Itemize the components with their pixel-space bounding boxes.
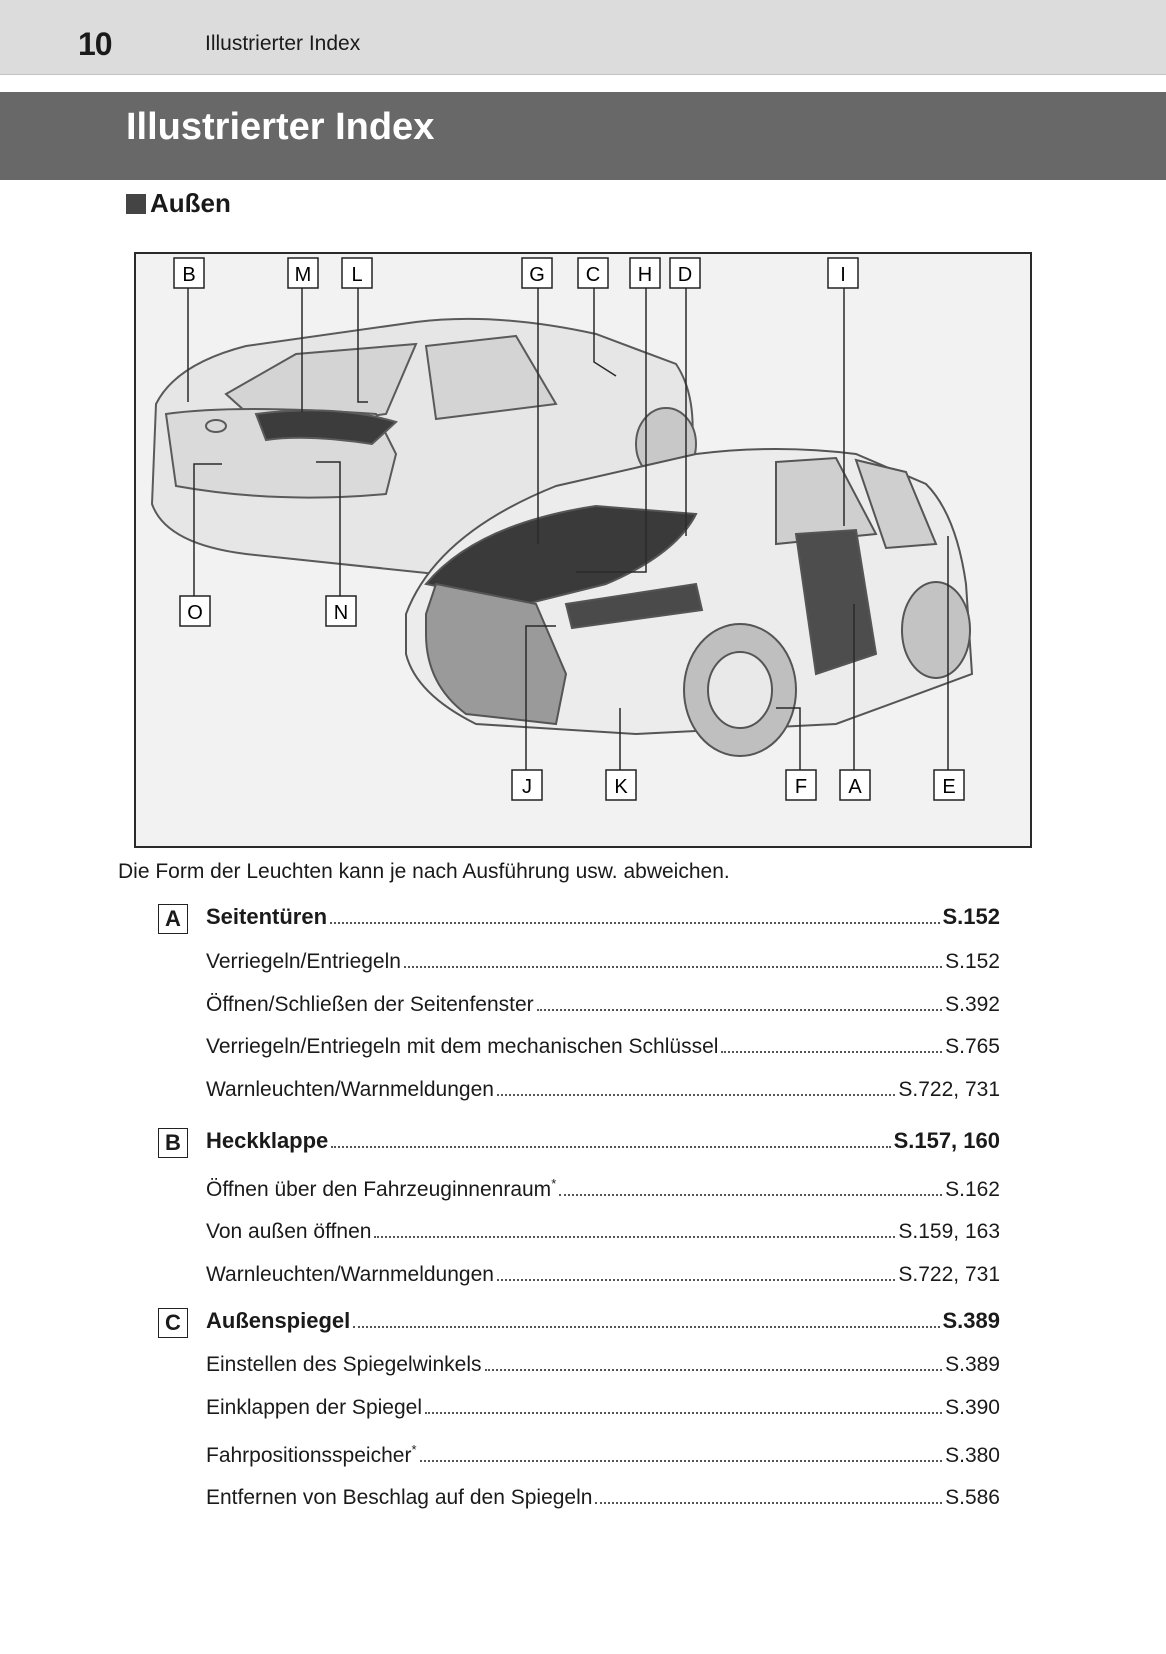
entry-label: Einklappen der Spiegel: [206, 1396, 422, 1419]
callout-J: [512, 770, 542, 800]
entry-label: Heckklappe: [206, 1128, 329, 1153]
section-title: Außen: [150, 188, 231, 218]
entry-label: Warnleuchten/Warnmeldungen: [206, 1263, 494, 1286]
index-entry[interactable]: [206, 1257, 1000, 1287]
callout-label: O: [187, 602, 203, 624]
page-reference[interactable]: S.152: [945, 950, 1000, 973]
entry-label: Fahrpositionsspeicher: [206, 1444, 412, 1467]
callout-label: C: [585, 264, 601, 286]
callout-B: [174, 258, 204, 288]
callout-F: [786, 770, 816, 800]
entry-label: Einstellen des Spiegelwinkels: [206, 1353, 482, 1376]
vehicle-illustration: [134, 252, 1032, 848]
index-entry-main[interactable]: [206, 1304, 1000, 1334]
leader-dots: [353, 1326, 939, 1328]
page-reference[interactable]: S.392: [945, 993, 1000, 1016]
running-header: [0, 0, 1166, 75]
entry-label: Warnleuchten/Warnmeldungen: [206, 1078, 494, 1101]
callout-L: [342, 258, 372, 288]
index-letter-A: A: [158, 904, 188, 934]
page-reference[interactable]: S.389: [942, 1308, 1000, 1333]
index-entry-main[interactable]: [206, 1124, 1000, 1154]
section-heading: [126, 188, 231, 219]
callout-G: [522, 258, 552, 288]
callout-label: D: [677, 264, 693, 286]
page-reference[interactable]: S.157, 160: [893, 1128, 1000, 1153]
leader-dots: [330, 922, 939, 924]
index-entry-main[interactable]: [206, 900, 1000, 930]
callout-label: A: [848, 776, 862, 798]
leader-dots: [425, 1412, 942, 1414]
page-number: 10: [78, 26, 112, 62]
leader-dots: [721, 1051, 942, 1053]
index-entry[interactable]: [206, 1480, 1000, 1510]
entry-label-wrap: [206, 1176, 556, 1202]
entry-label: Verriegeln/Entriegeln mit dem mechanischen Schlüssel: [206, 1035, 719, 1058]
leader-dots: [497, 1279, 895, 1281]
callout-O: [180, 596, 210, 626]
vehicle-drawing: [136, 254, 1032, 848]
index-entry[interactable]: [206, 1214, 1000, 1244]
entry-label: Verriegeln/Entriegeln: [206, 950, 401, 973]
index-entry[interactable]: [206, 944, 1000, 974]
index-entry[interactable]: [206, 1390, 1000, 1420]
entry-label: Öffnen über den Fahrzeuginnenraum: [206, 1178, 552, 1201]
callout-A: [840, 770, 870, 800]
callout-label: B: [182, 264, 196, 286]
page-reference[interactable]: S.159, 163: [898, 1220, 1000, 1243]
running-title: Illustrierter Index: [205, 32, 361, 55]
callout-label: F: [794, 776, 808, 798]
index-entry[interactable]: [206, 1072, 1000, 1102]
page-reference[interactable]: S.162: [945, 1178, 1000, 1201]
index-entry[interactable]: [206, 1347, 1000, 1377]
callout-label: E: [942, 776, 956, 798]
callout-label: I: [840, 264, 846, 286]
page-reference[interactable]: S.722, 731: [898, 1263, 1000, 1286]
index-entry[interactable]: [206, 1172, 1000, 1202]
callout-D: [670, 258, 700, 288]
entry-label-wrap: [206, 1442, 417, 1468]
page-reference[interactable]: S.765: [945, 1035, 1000, 1058]
index-entry[interactable]: [206, 987, 1000, 1017]
entry-label: Öffnen/Schließen der Seitenfenster: [206, 993, 534, 1016]
leader-dots: [331, 1146, 890, 1148]
callout-K: [606, 770, 636, 800]
leader-dots: [559, 1194, 942, 1196]
entry-label: Von außen öffnen: [206, 1220, 372, 1243]
callout-H: [630, 258, 660, 288]
callout-N: [326, 596, 356, 626]
entry-label: Entfernen von Beschlag auf den Spiegeln: [206, 1486, 593, 1509]
page-reference[interactable]: S.390: [945, 1396, 1000, 1419]
callout-I: [828, 258, 858, 288]
callout-label: M: [294, 264, 312, 286]
footnote-mark: *: [551, 1176, 557, 1191]
leader-dots: [404, 966, 942, 968]
callout-C: [578, 258, 608, 288]
index-entry[interactable]: [206, 1029, 1000, 1059]
callout-label: H: [637, 264, 653, 286]
index-entry[interactable]: [206, 1438, 1000, 1468]
entry-label: Außenspiegel: [206, 1308, 351, 1333]
footnote-mark: *: [411, 1442, 417, 1457]
square-bullet-icon: [126, 194, 146, 214]
page-title: Illustrierter Index: [126, 106, 435, 148]
callout-label: N: [333, 602, 349, 624]
leader-dots: [485, 1369, 943, 1371]
callout-label: L: [351, 264, 363, 286]
callout-M: [288, 258, 318, 288]
leader-dots: [595, 1502, 942, 1504]
page-reference[interactable]: S.380: [945, 1444, 1000, 1467]
entry-label: Seitentüren: [206, 904, 328, 929]
page-reference[interactable]: S.586: [945, 1486, 1000, 1509]
callout-E: [934, 770, 964, 800]
leader-dots: [420, 1460, 943, 1462]
page-reference[interactable]: S.152: [942, 904, 1000, 929]
leader-dots: [537, 1009, 942, 1011]
callout-label: K: [614, 776, 628, 798]
figure-caption: Die Form der Leuchten kann je nach Ausführung usw. abweichen.: [118, 860, 730, 883]
page-reference[interactable]: S.389: [945, 1353, 1000, 1376]
leader-dots: [497, 1094, 895, 1096]
page-reference[interactable]: S.722, 731: [898, 1078, 1000, 1101]
leader-dots: [374, 1236, 895, 1238]
callout-label: G: [529, 264, 545, 286]
callout-label: J: [522, 776, 532, 798]
index-letter-B: B: [158, 1128, 188, 1158]
index-letter-C: C: [158, 1308, 188, 1338]
